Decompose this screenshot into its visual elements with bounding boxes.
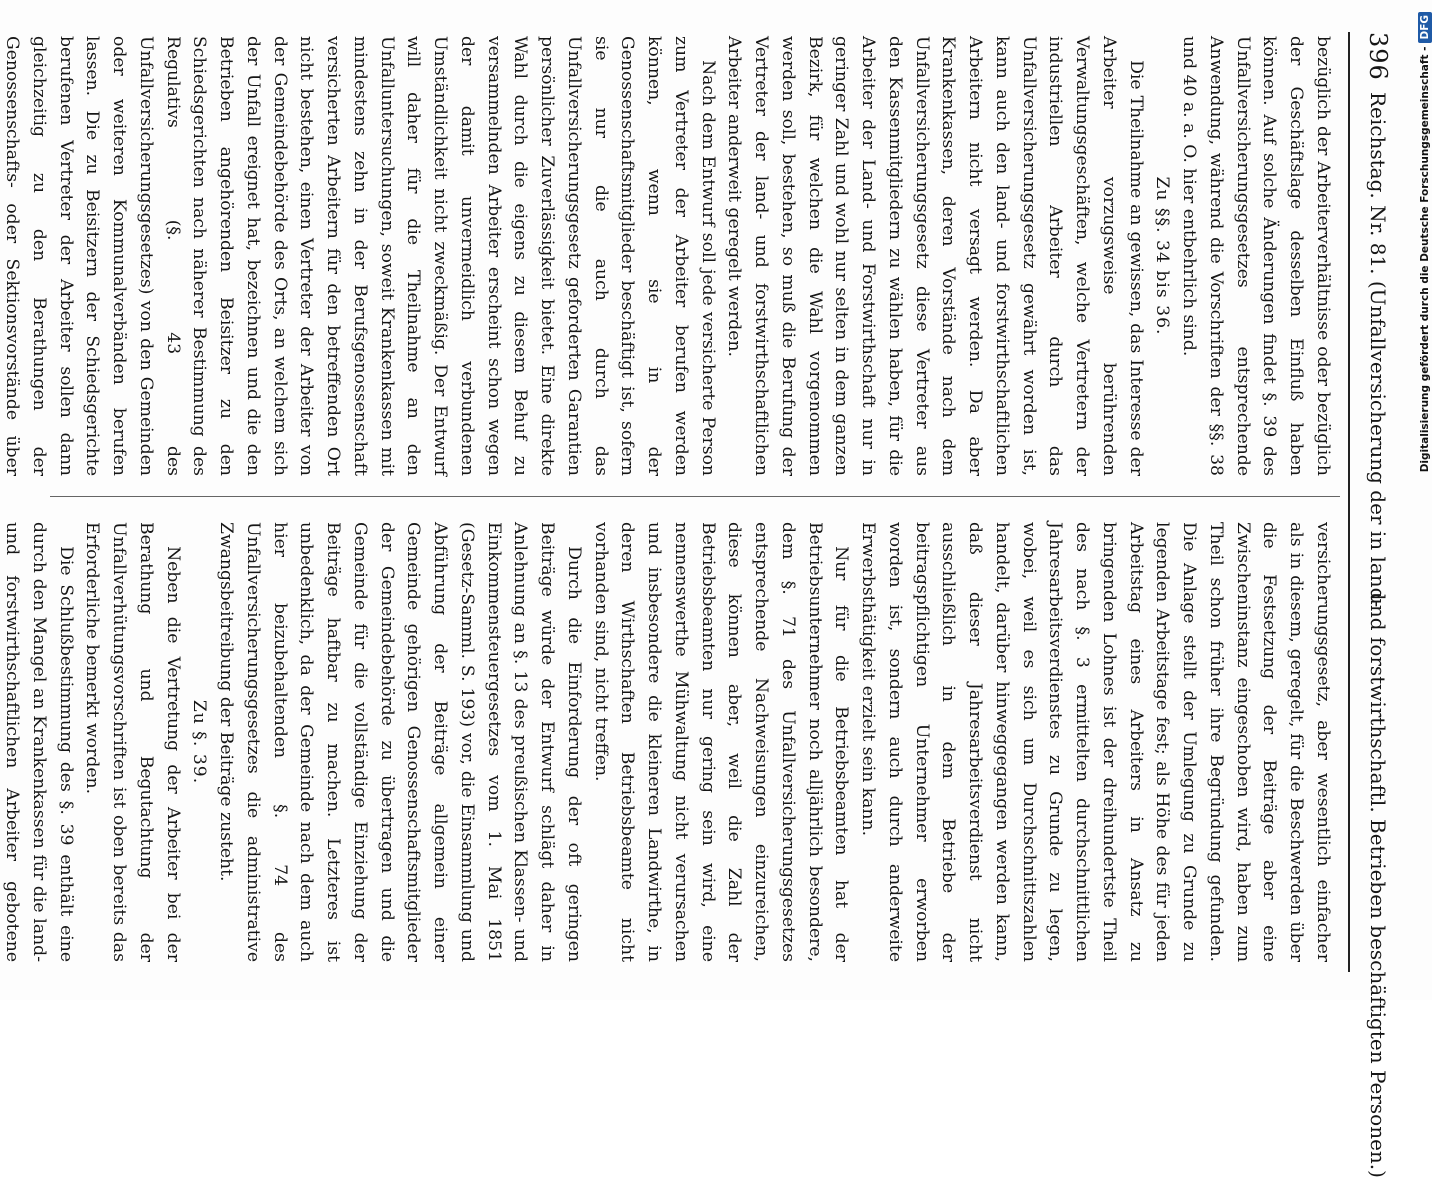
text-column-left <box>2 36 1336 476</box>
running-title: Reichstag. Nr. 81. (Unfallversicherung der in land- <box>1366 92 1390 608</box>
header-rule <box>1348 32 1350 972</box>
paragraph: Die Schlußbestimmung des §. 39 enthält eine durch den Mangel an Krankenkassen für die land- und forstwirthschaftlichen Arbeiter gebotene <box>2 522 76 962</box>
text-column-right <box>2 522 1336 962</box>
dfg-logo: DFG <box>1418 12 1432 43</box>
paragraph: Nur für die Betriebsbeamten hat der Betriebsunternehmer noch alljährlich besondere, dem §. 71 des Unfallversicherungsgesetzes entsprechende Nachweisungen einzureichen, diese können aber, weil die Zahl der Betriebsbeamten nur gering sein wird, eine nennenswerthe Mühwaltung nicht verursachen und insbesondere die kleineren Landwirthe, in deren Wirthschaften Betriebsbeamte nicht vorhanden sind, nicht treffen. <box>590 522 852 962</box>
paragraph: versicherungsgesetz, aber wesentlich einfacher als in diesem, geregelt, für die Beschwerden über die Festsetzung der Beiträge aber eine Zwischeninstanz eingeschoben wird, haben zum Theil schon früher ihre Begründung gefunden. Die Anlage stellt der Umlegung zu Grunde zu legenden Arbeitstage fest; als Höhe des für jeden Arbeitstag eines Arbeiters in Ansatz zu bringenden Lohnes ist der dreihundertste Theil des nach §. 3 ermittelten durchschnittlichen Jahresarbeitsverdienstes zu Grunde zu legen, wobei, weil es sich um Durchschnittszahlen handelt, darüber hinweggegangen werden kann, daß dieser Jahresarbeitsverdienst nicht ausschließlich in dem Betriebe der beitragspflichtigen Unternehmer erworben worden ist, sondern auch durch anderweite Erwerbsthätigkeit erzielt sein kann. <box>858 522 1333 962</box>
column-divider <box>50 496 1340 497</box>
digitization-note <box>1418 0 1432 1000</box>
page-number: 396 <box>1364 32 1392 81</box>
paragraph: Die Theilnahme an gewissen, das Interesse der Arbeiter vorzugsweise berührenden Verwaltungsgeschäften, welche Vertretern der industriellen Arbeiter durch das Unfallversicherungsgesetz gewährt worden ist, kann auch den land- und forstwirthschaftlichen Arbeitern nicht versagt werden. Da aber Krankenkassen, deren Vorstände nach dem Unfallversicherungsgesetz diese Vertreter aus den Kassenmitgliedern zu wählen haben, für die Arbeiter der Land- und Forstwirthschaft nur in geringer Zahl und wohl nur selten in dem ganzen Bezirk, für welchen die Wahl vorgenommen werden soll, bestehen, so muß die Berufung der Vertreter der land- und forstwirthschaftlichen Arbeiter anderweit geregelt werden. <box>724 36 1146 476</box>
paragraph: Nach dem Entwurf soll jede versicherte Person zum Vertreter der Arbeiter berufen werden können, wenn sie in der Genossenschaftsmitglieder beschäftigt ist, sofern sie nur die auch durch das Unfallversicherungsgesetz geforderten Garantien persönlicher Zuverlässigkeit bietet. Eine direkte Wahl durch die eigens zu diesem Behuf zu versammelnden Arbeiter erscheint schon wegen der damit unvermeidlich verbundenen Umständlichkeit nicht zweckmäßig. Der Entwurf will daher für die Theilnahme an den Unfalluntersuchungen, soweit Krankenkassen mit mindestens zehn in der Berufsgenossenschaft versicherten Arbeitern für den betreffenden Ort nicht bestehen, einen Vertreter der Arbeiter von der Gemeindebehörde des Orts, an welchem sich der Unfall ereignet hat, bezeichnen und die den Betrieben angehörenden Beisitzer zu den Schiedsgerichten nach näherer Bestimmung des Regulativs (§. 43 des Unfallversicherungsgesetzes) von den Gemeinden oder weiteren Kommunalverbänden berufen lassen. Die zu Beisitzern der Schiedsgerichte berufenen Vertreter der Arbeiter sollen dann gleichzeitig zu den Berathungen der Genossenschafts- oder Sektionsvorstände über <box>2 36 718 476</box>
section-heading: Zu §§. 34 bis 36. <box>1152 176 1173 336</box>
section-heading: Zu §. 39. <box>189 699 210 785</box>
paragraph: bezüglich der Arbeiterverhältnisse oder bezüglich der Geschäftslage desselben Einfluß haben können. Auf solche Änderungen findet §. 39 des Unfallversicherungsgesetzes entsprechende Anwendung, während die Vorschriften der §§. 38 und 40 a. a. O. hier entbehrlich sind. <box>1179 36 1333 476</box>
digitization-credit: Digitalisierung gefördert durch die Deutsche Forschungsgemeinschaft - <box>1419 46 1431 473</box>
running-subtitle: und forstwirthschaftl. Betrieben beschäftigten Personen.) <box>1366 592 1390 1178</box>
paragraph: Neben die Vertretung der Arbeiter bei der Berathung und Begutachtung der Unfallverhütungsvorschriften ist oben bereits das Erforderliche bemerkt worden. <box>82 522 183 962</box>
paragraph: Durch die Einforderung der oft geringen Beiträge würde der Entwurf schlägt daher in Anlehnung an §. 13 des preußischen Klassen- und Einkommensteuergesetzes vom 1. Mai 1851 (Gesetz-Samml. S. 193) vor, die Einsammlung und Abführung der Beiträge allgemein einer Gemeinde gehörigen Genossenschaftsmitglieder der Gemeindebehörde zu übertragen und die Gemeinde für die vollständige Einziehung der Beiträge haftbar zu machen. Letzteres ist unbedenklich, da der Gemeinde nach dem auch hier beizubehaltenden §. 74 des Unfallversicherungsgesetzes die administrative Zwangsbeitreibung der Beiträge zusteht. <box>216 522 584 962</box>
running-head <box>1356 32 1396 1178</box>
